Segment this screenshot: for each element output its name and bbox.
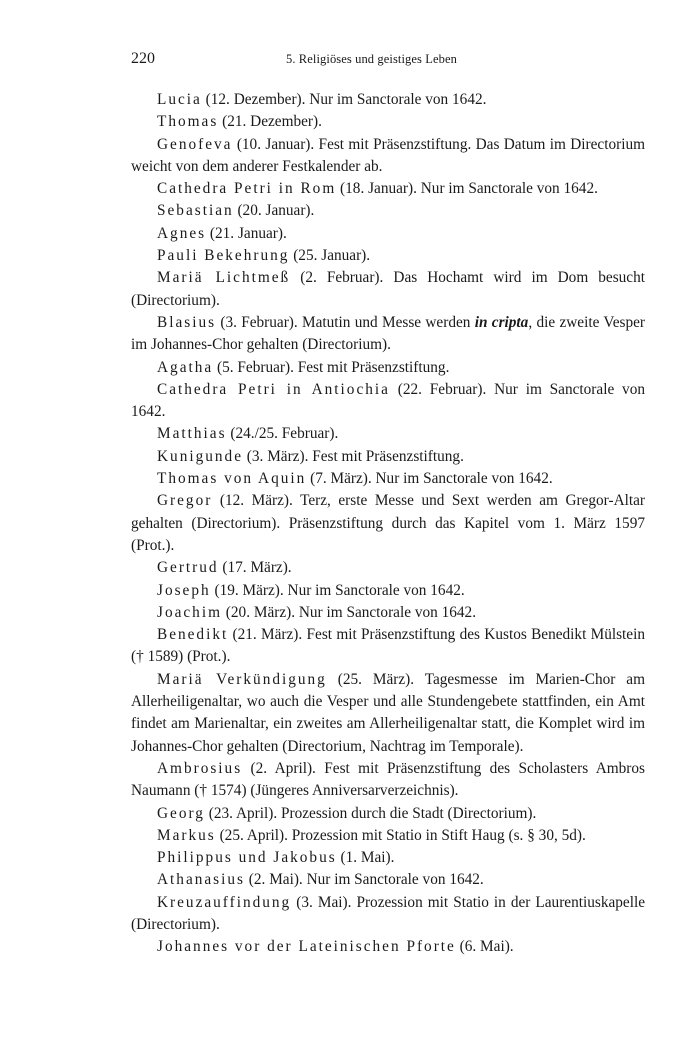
calendar-entry [131,825,645,847]
entry-text: (7. März). Nur im Sanctorale von 1642. [306,470,553,488]
page-header [131,50,645,72]
entry-text: (20. März). Nur im Sanctorale von 1642. [221,603,477,621]
entry-text: (25. Januar). [289,247,371,265]
entry-text: (20. Januar). [233,202,315,220]
feast-name: Johannes vor der Lateinischen Pforte [157,938,456,956]
calendar-entry [131,446,645,468]
calendar-entry [131,936,645,958]
entry-text: (3. Mai). Prozession mit Statio in der Laurentiuskapelle (Directorium). [131,893,645,933]
feast-name: Joseph [157,581,211,599]
calendar-entry [131,89,645,111]
calendar-entry [131,624,645,669]
feast-name: Agnes [157,224,207,242]
calendar-entry [131,357,645,379]
entry-text: (12. März). Terz, erste Messe und Sext werden am Gregor-Altar gehalten (Directorium). Präsenzstiftung durch das Kapitel vom 1. März 1597 (Prot.). [131,492,645,554]
feast-name: Gregor [157,492,213,510]
feast-name: Markus [157,826,216,844]
calendar-entry [131,803,645,825]
entry-text: (25. April). Prozession mit Statio in Stift Haug (s. § 30, 5d). [215,826,586,844]
calendar-entry [131,490,645,557]
calendar-entry [131,312,645,357]
calendar-entry [131,869,645,891]
feast-name: Georg [157,804,205,822]
calendar-entry [131,200,645,222]
calendar-entry [131,602,645,624]
latin-emphasis: in cripta [474,313,529,331]
entry-text-continued: , die zweite Vesper im Johannes-Chor gehalten (Directorium). [131,313,646,354]
feast-name: Agatha [157,358,214,376]
entry-text: (17. März). [218,559,292,577]
calendar-entry [131,134,645,179]
calendar-entry [131,892,645,937]
calendar-entry [131,669,645,758]
calendar-entry [131,847,645,869]
calendar-entry [131,580,645,602]
calendar-entry [131,245,645,267]
entry-text: (18. Januar). Nur im Sanctorale von 1642. [336,180,598,198]
entry-text: (5. Februar). Fest mit Präsenzstiftung. [213,358,450,376]
feast-name: Cathedra Petri in Antiochia [157,380,390,398]
calendar-entry [131,223,645,245]
feast-name: Kunigunde [157,447,243,465]
entry-text: (1. Mai). [336,849,395,867]
feast-name: Mariä Verkündigung [157,670,327,688]
entry-text: (21. Dezember). [218,113,322,131]
running-head: 5. Religiöses und geistiges Leben [286,52,457,66]
entry-text: (19. März). Nur im Sanctorale von 1642. [210,581,465,599]
calendar-entry [131,178,645,200]
feast-name: Genofeva [157,135,233,153]
feast-name: Sebastian [157,202,234,220]
entry-text: (3. Februar). Matutin und Messe werden [216,313,475,331]
feast-name: Gertrud [157,559,219,577]
feast-name: Thomas [157,113,219,131]
entry-text: (12. Dezember). Nur im Sanctorale von 1642. [201,91,487,108]
entry-text: (3. März). Fest mit Präsenzstiftung. [242,447,464,465]
calendar-entry [131,111,645,133]
entry-text: (25. März). Tagesmesse im Marien-Chor am Allerheiligenaltar, wo auch die Vesper und alle Stundengebete stattfinden, ein Amt findet am Marienaltar, ein zweites am Allerheiligenaltar statt, die Komplet wird im Johannes-Chor gehalten (Directorium, Nachtrag im Temporale). [131,670,645,755]
entry-text: (6. Mai). [455,938,514,956]
feast-name: Philippus und Jakobus [157,849,337,867]
entry-text: (2. April). Fest mit Präsenzstiftung des Scholasters Ambros Naumann († 1574) (Jüngeres Anniversarverzeichnis). [131,759,645,800]
entry-text: (10. Januar). Fest mit Präsenzstiftung. Das Datum im Directorium weicht von dem anderer Festkalender ab. [131,135,645,175]
feast-name: Pauli Bekehrung [157,247,290,265]
feast-name: Blasius [157,313,217,331]
entry-text: (22. Februar). Nur im Sanctorale von 1642. [131,380,645,421]
feast-name: Kreuzauffindung [157,893,292,911]
calendar-entry [131,758,645,803]
entry-text: (2. Mai). Nur im Sanctorale von 1642. [244,871,484,889]
feast-name: Mariä Lichtmeß [157,269,291,287]
calendar-entries [131,89,645,959]
page-number: 220 [131,50,155,67]
calendar-entry [131,423,645,445]
calendar-entry [131,557,645,579]
feast-name: Lucia [157,91,202,108]
entry-text: (23. April). Prozession durch die Stadt (Directorium). [204,804,537,822]
entry-text: (24./25. Februar). [226,425,339,443]
feast-name: Athanasius [157,871,245,889]
calendar-entry [131,379,645,424]
feast-name: Matthias [157,425,227,443]
entry-text: (2. Februar). Das Hochamt wird im Dom besucht (Directorium). [131,269,645,309]
entry-text: (21. März). Fest mit Präsenzstiftung des Kustos Benedikt Mülstein († 1589) (Prot.). [131,626,645,666]
feast-name: Cathedra Petri in Rom [157,180,337,198]
entry-text: (21. Januar). [206,224,287,242]
feast-name: Benedikt [157,626,229,644]
calendar-entry [131,468,645,490]
calendar-entry [131,267,645,312]
feast-name: Joachim [157,603,222,621]
feast-name: Ambrosius [157,759,243,777]
feast-name: Thomas von Aquin [157,470,307,488]
